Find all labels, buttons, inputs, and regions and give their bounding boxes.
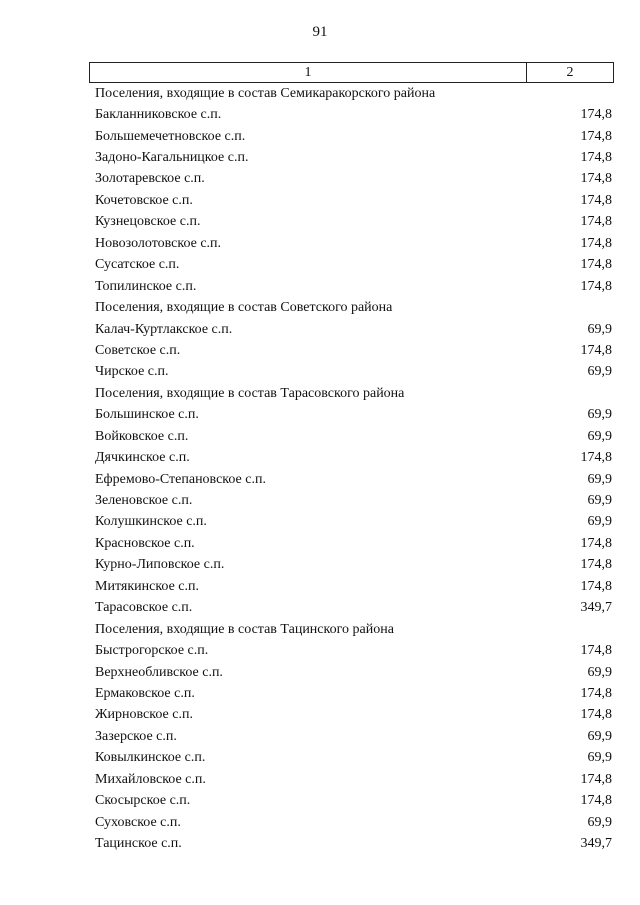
settlement-value: 69,9 xyxy=(587,364,612,380)
settlement-value: 69,9 xyxy=(587,493,612,509)
section-heading-row xyxy=(89,383,614,404)
settlement-name: Зеленовское с.п. xyxy=(95,493,193,509)
table-body xyxy=(89,83,614,855)
table-row xyxy=(89,705,614,726)
settlement-name: Скосырское с.п. xyxy=(95,793,191,809)
table-row xyxy=(89,104,614,125)
settlement-name: Жирновское с.п. xyxy=(95,707,193,723)
settlement-name: Сусатское с.п. xyxy=(95,257,180,273)
table-row xyxy=(89,319,614,340)
settlement-value: 69,9 xyxy=(587,814,612,830)
settlement-value: 69,9 xyxy=(587,514,612,530)
settlement-name: Большемечетновское с.п. xyxy=(95,128,246,144)
table-row xyxy=(89,362,614,383)
settlements-table xyxy=(89,62,614,855)
table-row xyxy=(89,769,614,790)
settlement-value: 69,9 xyxy=(587,664,612,680)
table-row xyxy=(89,469,614,490)
settlement-value: 174,8 xyxy=(580,793,612,809)
section-heading: Поселения, входящие в состав Тацинского района xyxy=(95,621,394,637)
table-row xyxy=(89,190,614,211)
table-header xyxy=(89,62,614,83)
settlement-name: Новозолотовское с.п. xyxy=(95,235,222,251)
settlement-value: 174,8 xyxy=(580,707,612,723)
settlement-name: Верхнеобливское с.п. xyxy=(95,664,223,680)
table-row xyxy=(89,812,614,833)
settlement-value: 174,8 xyxy=(580,450,612,466)
column-header-2: 2 xyxy=(566,65,574,80)
table-row xyxy=(89,726,614,747)
settlement-value: 174,8 xyxy=(580,128,612,144)
settlement-value: 174,8 xyxy=(580,535,612,551)
settlement-name: Суховское с.п. xyxy=(95,814,181,830)
settlement-name: Войковское с.п. xyxy=(95,428,189,444)
settlement-name: Быстрогорское с.п. xyxy=(95,643,209,659)
table-row xyxy=(89,555,614,576)
table-row xyxy=(89,640,614,661)
settlement-name: Колушкинское с.п. xyxy=(95,514,207,530)
settlement-value: 174,8 xyxy=(580,107,612,123)
section-heading-row xyxy=(89,83,614,104)
table-row xyxy=(89,683,614,704)
table-row xyxy=(89,233,614,254)
table-row xyxy=(89,533,614,554)
table-row xyxy=(89,426,614,447)
settlement-name: Чирское с.п. xyxy=(95,364,169,380)
settlement-value: 69,9 xyxy=(587,471,612,487)
settlement-name: Ермаковское с.п. xyxy=(95,685,195,701)
settlement-name: Тацинское с.п. xyxy=(95,836,182,852)
settlement-value: 174,8 xyxy=(580,214,612,230)
settlement-name: Кочетовское с.п. xyxy=(95,192,193,208)
settlement-value: 174,8 xyxy=(580,257,612,273)
settlement-value: 174,8 xyxy=(580,192,612,208)
settlement-value: 174,8 xyxy=(580,557,612,573)
settlement-name: Советское с.п. xyxy=(95,342,181,358)
table-row xyxy=(89,576,614,597)
settlement-name: Кузнецовское с.п. xyxy=(95,214,201,230)
settlement-value: 349,7 xyxy=(580,836,612,852)
settlement-name: Ефремово-Степановское с.п. xyxy=(95,471,266,487)
settlement-name: Золотаревское с.п. xyxy=(95,171,205,187)
settlement-value: 69,9 xyxy=(587,407,612,423)
table-row xyxy=(89,598,614,619)
table-row xyxy=(89,255,614,276)
settlement-name: Тарасовское с.п. xyxy=(95,600,193,616)
settlement-name: Большинское с.п. xyxy=(95,407,199,423)
section-heading-row xyxy=(89,297,614,318)
settlement-value: 174,8 xyxy=(580,643,612,659)
table-row xyxy=(89,748,614,769)
settlement-name: Курно-Липовское с.п. xyxy=(95,557,225,573)
settlement-value: 69,9 xyxy=(587,750,612,766)
settlement-name: Бакланниковское с.п. xyxy=(95,107,222,123)
table-row xyxy=(89,447,614,468)
table-row xyxy=(89,405,614,426)
section-heading: Поселения, входящие в состав Семикаракорского района xyxy=(95,85,436,101)
table-row xyxy=(89,147,614,168)
settlement-value: 69,9 xyxy=(587,728,612,744)
settlement-value: 174,8 xyxy=(580,342,612,358)
table-row xyxy=(89,126,614,147)
table-row xyxy=(89,662,614,683)
table-row xyxy=(89,340,614,361)
settlement-value: 174,8 xyxy=(580,150,612,166)
settlement-value: 69,9 xyxy=(587,428,612,444)
section-heading-row xyxy=(89,619,614,640)
table-row xyxy=(89,169,614,190)
settlement-value: 174,8 xyxy=(580,235,612,251)
page-number: 91 xyxy=(312,24,328,40)
table-row xyxy=(89,833,614,854)
table-row xyxy=(89,490,614,511)
settlement-value: 69,9 xyxy=(587,321,612,337)
section-heading: Поселения, входящие в состав Советского района xyxy=(95,300,393,316)
column-header-1: 1 xyxy=(90,63,527,82)
settlement-name: Калач-Куртлакское с.п. xyxy=(95,321,233,337)
settlement-name: Зазерское с.п. xyxy=(95,728,177,744)
settlement-value: 174,8 xyxy=(580,278,612,294)
table-row xyxy=(89,512,614,533)
section-heading: Поселения, входящие в состав Тарасовского района xyxy=(95,385,405,401)
settlement-name: Топилинское с.п. xyxy=(95,278,197,294)
table-row xyxy=(89,790,614,811)
settlement-name: Михайловское с.п. xyxy=(95,771,206,787)
settlement-name: Задоно-Кагальницкое с.п. xyxy=(95,150,249,166)
settlement-name: Красновское с.п. xyxy=(95,535,195,551)
settlement-value: 174,8 xyxy=(580,685,612,701)
table-row xyxy=(89,212,614,233)
settlement-name: Ковылкинское с.п. xyxy=(95,750,206,766)
settlement-name: Митякинское с.п. xyxy=(95,578,199,594)
settlement-value: 174,8 xyxy=(580,578,612,594)
settlement-name: Дячкинское с.п. xyxy=(95,450,190,466)
settlement-value: 349,7 xyxy=(580,600,612,616)
settlement-value: 174,8 xyxy=(580,771,612,787)
settlement-value: 174,8 xyxy=(580,171,612,187)
table-row xyxy=(89,276,614,297)
